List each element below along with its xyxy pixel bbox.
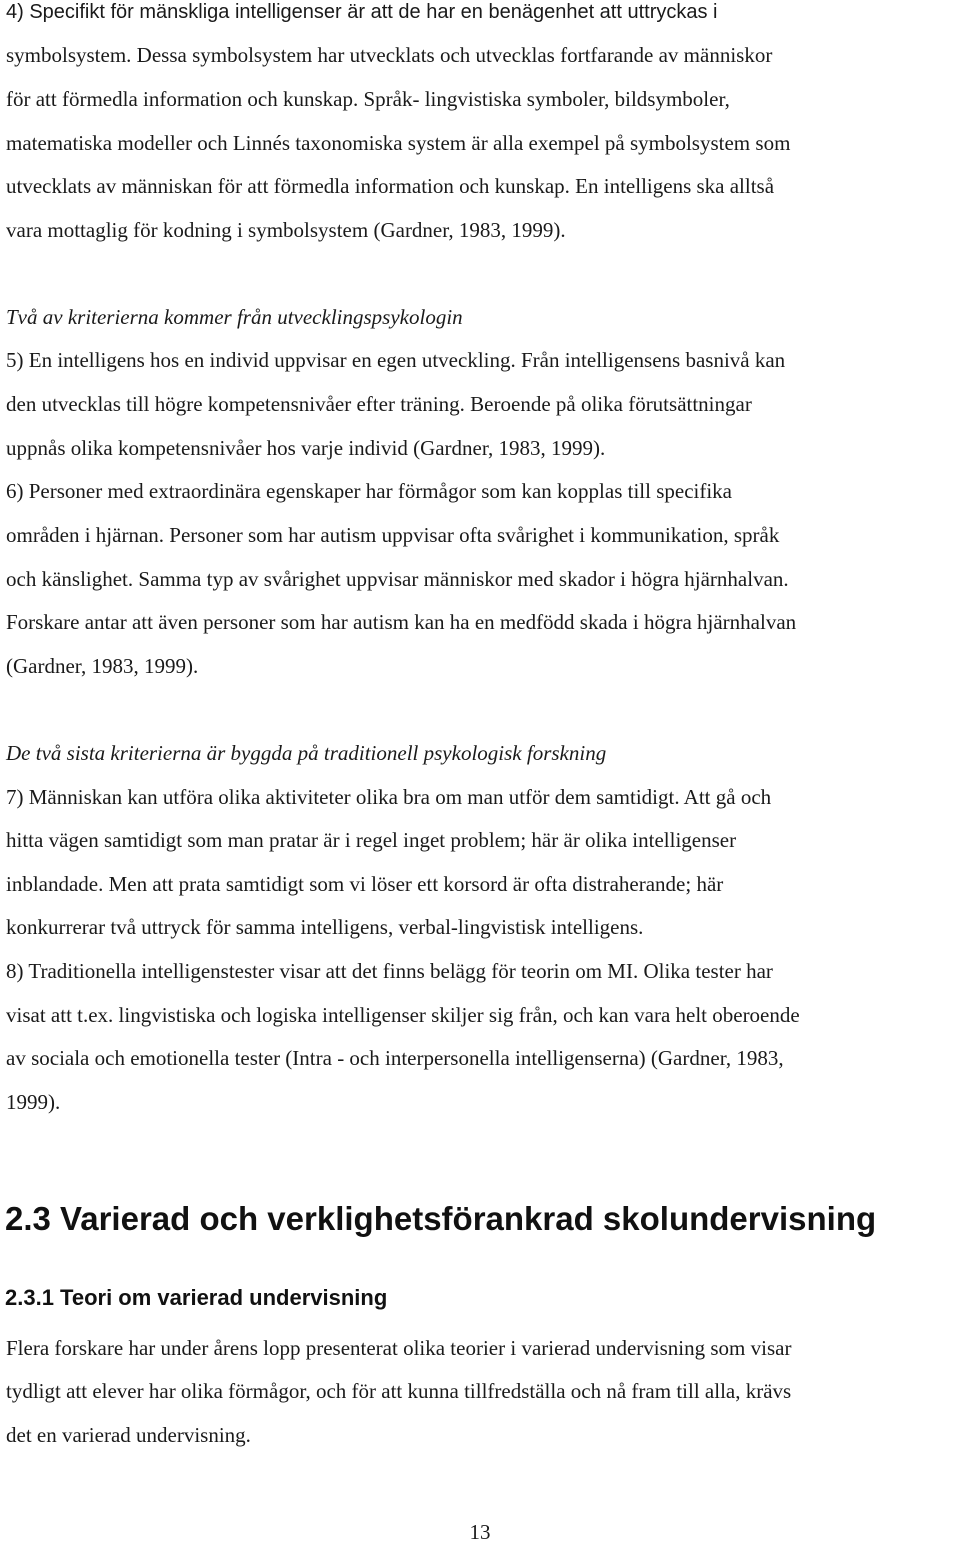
text-line: symbolsystem. Dessa symbolsystem har utvecklats och utvecklas fortfarande av människor — [6, 43, 773, 67]
text-line: uppnås olika kompetensnivåer hos varje individ (Gardner, 1983, 1999). — [6, 436, 606, 460]
subsection-heading: 2.3.1 Teori om varierad undervisning — [5, 1285, 388, 1310]
italic-subheading: Två av kriterierna kommer från utvecklingspsykologin — [6, 305, 463, 329]
text-line: konkurrerar två uttryck för samma intelligens, verbal-lingvistisk intelligens. — [6, 915, 644, 939]
text-line: 6) Personer med extraordinära egenskaper har förmågor som kan kopplas till specifika — [6, 479, 732, 503]
text-line: matematiska modeller och Linnés taxonomiska system är alla exempel på symbolsystem som — [6, 131, 791, 155]
text-line: vara mottaglig för kodning i symbolsystem (Gardner, 1983, 1999). — [6, 218, 566, 242]
text-line: och känslighet. Samma typ av svårighet uppvisar människor med skador i högra hjärnhalvan. — [6, 567, 789, 591]
text-line: den utvecklas till högre kompetensnivåer efter träning. Beroende på olika förutsättningar — [6, 392, 752, 416]
text-line: områden i hjärnan. Personer som har autism uppvisar ofta svårighet i kommunikation, språk — [6, 523, 780, 547]
text-line: för att förmedla information och kunskap. Språk- lingvistiska symboler, bildsymboler, — [6, 87, 730, 111]
text-line: Forskare antar att även personer som har autism kan ha en medfödd skada i högra hjärnhalvan — [6, 610, 797, 634]
text-line: 4) Specifikt för mänskliga intelligenser är att de har en benägenhet att uttryckas i — [6, 1, 718, 23]
text-line: tydligt att elever har olika förmågor, och för att kunna tillfredställa och nå fram till alla, krävs — [6, 1379, 792, 1403]
section-heading: 2.3 Varierad och verklighetsförankrad skolundervisning — [5, 1200, 877, 1237]
page-number: 13 — [469, 1520, 491, 1544]
text-line: 1999). — [6, 1090, 61, 1114]
italic-subheading: De två sista kriterierna är byggda på traditionell psykologisk forskning — [6, 741, 607, 765]
text-line: utvecklats av människan för att förmedla information och kunskap. En intelligens ska alltså — [6, 174, 775, 198]
text-line: 7) Människan kan utföra olika aktiviteter olika bra om man utför dem samtidigt. Att gå och — [6, 785, 772, 809]
text-line: inblandade. Men att prata samtidigt som vi löser ett korsord är ofta distraherande; här — [6, 872, 724, 896]
text-line: 8) Traditionella intelligenstester visar att det finns belägg för teorin om MI. Olika tester har — [6, 959, 773, 983]
text-line: 5) En intelligens hos en individ uppvisar en egen utveckling. Från intelligensens basnivå kan — [6, 348, 786, 372]
text-line: hitta vägen samtidigt som man pratar är i regel inget problem; här är olika intelligenser — [6, 828, 737, 852]
text-line: av sociala och emotionella tester (Intra - och interpersonella intelligenserna) (Gardner, 1983, — [6, 1046, 784, 1070]
text-line: visat att t.ex. lingvistiska och logiska intelligenser skiljer sig från, och kan vara helt oberoende — [6, 1003, 800, 1027]
text-line: Flera forskare har under årens lopp presenterat olika teorier i varierad undervisning som visar — [6, 1336, 792, 1360]
text-line: (Gardner, 1983, 1999). — [6, 654, 199, 678]
text-line: det en varierad undervisning. — [6, 1423, 251, 1447]
